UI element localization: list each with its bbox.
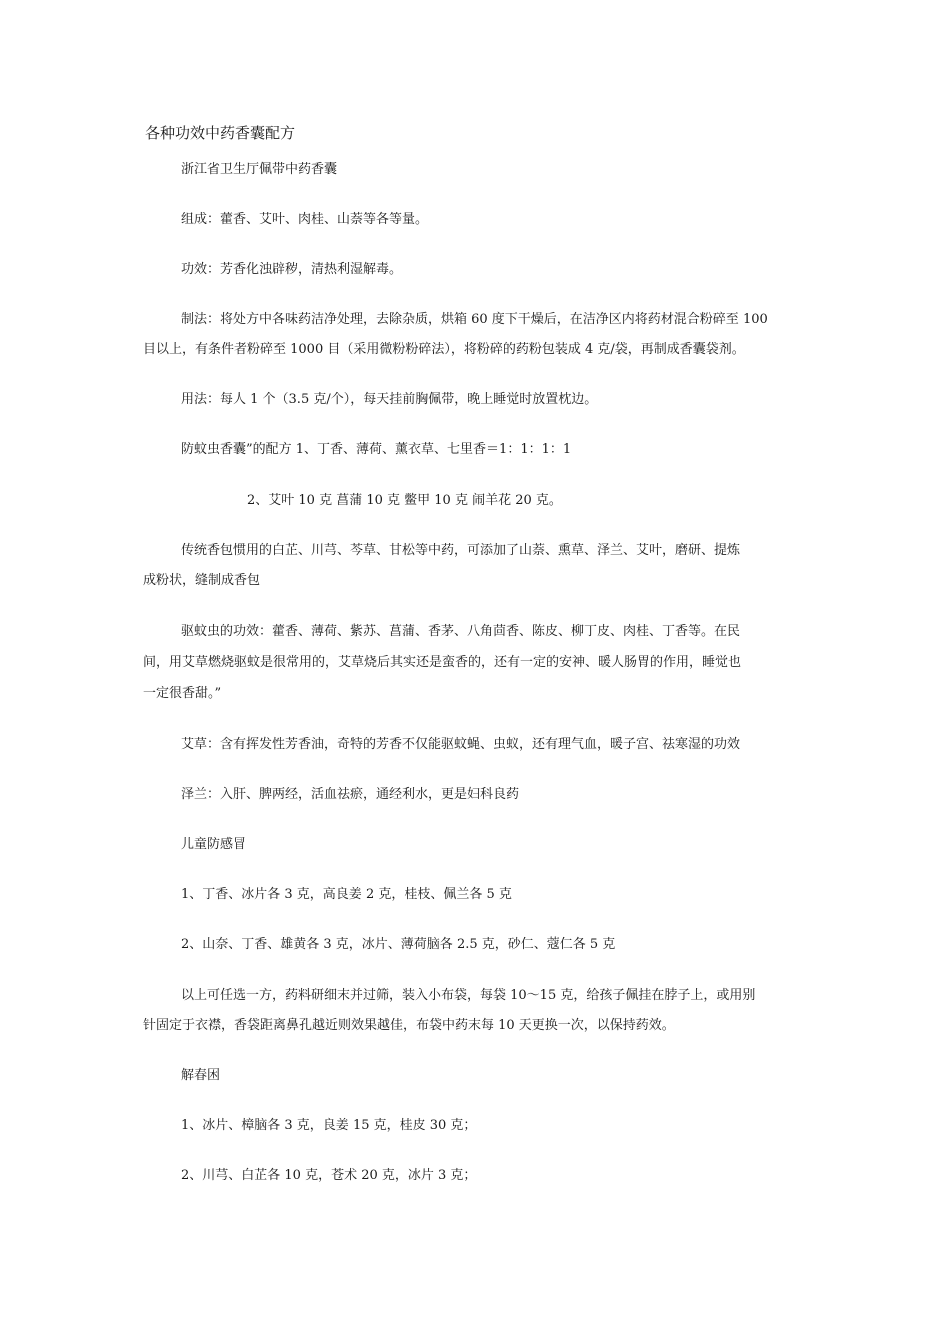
repel-text-line2: 间，用艾草燃烧驱蚊是很常用的，艾草烧后其实还是蛮香的，还有一定的安神、暖人肠胃的作用，睡觉也	[143, 655, 742, 670]
method-text-line1: 制法：将处方中各味药洁净处理，去除杂质，烘箱 60 度下干燥后，在洁净区内将药材混合粉碎至 100	[181, 312, 768, 327]
efficacy-text: 功效：芳香化浊辟秽，清热利湿解毒。	[181, 262, 403, 277]
method-text-line2: 目以上，有条件者粉碎至 1000 目（采用微粉粉碎法），将粉碎的药粉包装成 4 克/袋，再制成香囊袋剂。	[143, 342, 745, 357]
mosquito-formula-line1: 防蚊虫香囊”的配方 1、丁香、薄荷、薰衣草、七里香＝1：1：1：1	[181, 442, 572, 457]
children-item-2: 2、山奈、丁香、雄黄各 3 克，冰片、薄荷脑各 2.5 克，砂仁、蔻仁各 5 克	[181, 937, 616, 952]
composition-text: 组成：藿香、艾叶、肉桂、山萘等各等量。	[181, 212, 429, 227]
zelan-text: 泽兰：入肝、脾两经，活血祛瘀，通经利水，更是妇科良药	[181, 787, 520, 802]
children-item-1: 1、丁香、冰片各 3 克，高良姜 2 克，桂枝、佩兰各 5 克	[181, 887, 512, 902]
traditional-text-line1: 传统香包惯用的白芷、川芎、芩草、甘松等中药，可添加了山萘、熏草、泽兰、艾叶，磨研、提炼	[181, 543, 741, 558]
usage-text: 用法：每人 1 个（3.5 克/个），每天挂前胸佩带，晚上睡觉时放置枕边。	[181, 392, 598, 407]
repel-text-line3: 一定很香甜。”	[143, 686, 222, 701]
spring-heading: 解春困	[181, 1068, 221, 1083]
section-heading: 浙江省卫生厅佩带中药香囊	[181, 162, 338, 177]
repel-text-line1: 驱蚊虫的功效：藿香、薄荷、紫苏、菖蒲、香茅、八角茴香、陈皮、柳丁皮、肉桂、丁香等。在民	[181, 624, 741, 639]
aicao-text: 艾草：含有挥发性芳香油，奇特的芳香不仅能驱蚊蝇、虫蚁，还有理气血，暖子宫、祛寒湿的功效	[181, 737, 741, 752]
spring-item-2: 2、川芎、白芷各 10 克，苍术 20 克，冰片 3 克；	[181, 1168, 477, 1183]
mosquito-formula-line2: 2、艾叶 10 克 菖蒲 10 克 鳖甲 10 克 闹羊花 20 克。	[247, 493, 562, 508]
spring-item-1: 1、冰片、樟脑各 3 克，良姜 15 克，桂皮 30 克；	[181, 1118, 477, 1133]
children-note-line2: 针固定于衣襟，香袋距离鼻孔越近则效果越佳，布袋中药末每 10 天更换一次，以保持药效。	[143, 1018, 675, 1033]
children-note-line1: 以上可任选一方，药料研细末并过筛，装入小布袋，每袋 10～15 克，给孩子佩挂在脖子上，或用别	[181, 988, 756, 1003]
children-heading: 儿童防感冒	[181, 837, 247, 852]
traditional-text-line2: 成粉状，缝制成香包	[143, 573, 261, 588]
document-title: 各种功效中药香囊配方	[145, 124, 296, 142]
